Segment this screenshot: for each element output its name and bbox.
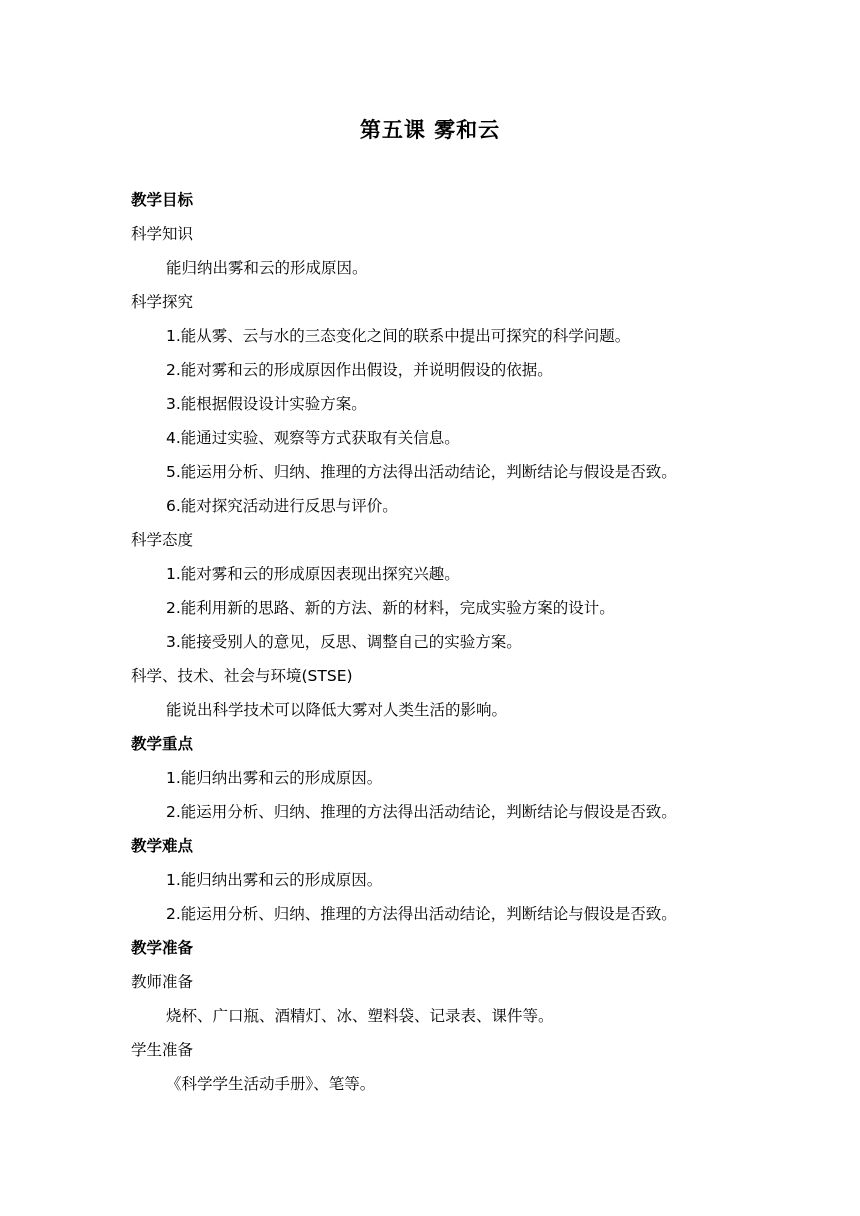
paragraph: 1.能从雾、云与水的三态变化之间的联系中提出可探究的科学问题。 xyxy=(166,327,631,345)
subsection-heading: 科学态度 xyxy=(131,531,194,549)
paragraph: 3.能根据假设设计实验方案。 xyxy=(166,395,367,413)
paragraph: 2.能运用分析、归纳、推理的方法得出活动结论，判断结论与假设是否致。 xyxy=(166,905,677,923)
subsection-heading: 教师准备 xyxy=(131,973,194,991)
section-heading: 教学准备 xyxy=(131,939,194,957)
paragraph: 2.能对雾和云的形成原因作出假设，并说明假设的依据。 xyxy=(166,361,553,379)
section-heading: 教学目标 xyxy=(131,191,194,209)
subsection-heading: 科学知识 xyxy=(131,225,194,243)
paragraph: 《科学学生活动手册》、笔等。 xyxy=(166,1075,376,1093)
paragraph: 烧杯、广口瓶、酒精灯、冰、塑料袋、记录表、课件等。 xyxy=(166,1007,554,1025)
paragraph: 6.能对探究活动进行反思与评价。 xyxy=(166,497,398,515)
subsection-heading: 科学、技术、社会与环境(STSE) xyxy=(131,667,353,685)
paragraph: 1.能归纳出雾和云的形成原因。 xyxy=(166,769,383,787)
subsection-heading: 学生准备 xyxy=(131,1041,194,1059)
section-heading: 教学重点 xyxy=(131,735,194,753)
document-title: 第五课 雾和云 xyxy=(359,118,501,142)
paragraph: 能说出科学技术可以降低大雾对人类生活的影响。 xyxy=(166,701,508,719)
document-body xyxy=(131,186,751,1104)
paragraph: 1.能归纳出雾和云的形成原因。 xyxy=(166,871,383,889)
paragraph: 4.能通过实验、观察等方式获取有关信息。 xyxy=(166,429,460,447)
section-heading: 教学难点 xyxy=(131,837,194,855)
paragraph: 3.能接受别人的意见，反思、调整自己的实验方案。 xyxy=(166,633,522,651)
paragraph: 2.能利用新的思路、新的方法、新的材料，完成实验方案的设计。 xyxy=(166,599,615,617)
paragraph: 5.能运用分析、归纳、推理的方法得出活动结论，判断结论与假设是否致。 xyxy=(166,463,677,481)
paragraph: 1.能对雾和云的形成原因表现出探究兴趣。 xyxy=(166,565,460,583)
paragraph: 能归纳出雾和云的形成原因。 xyxy=(166,259,368,277)
paragraph: 2.能运用分析、归纳、推理的方法得出活动结论，判断结论与假设是否致。 xyxy=(166,803,677,821)
subsection-heading: 科学探究 xyxy=(131,293,194,311)
